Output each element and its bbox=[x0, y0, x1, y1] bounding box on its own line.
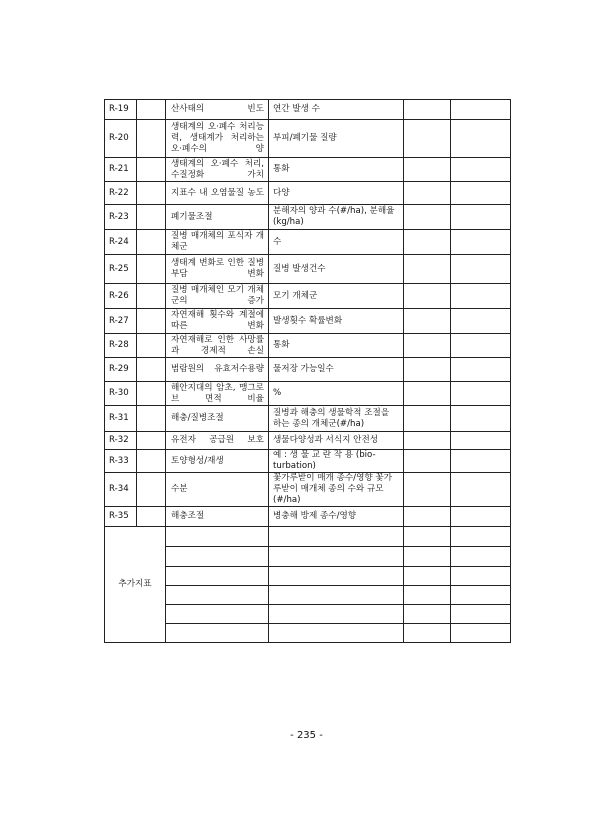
blank-cell bbox=[451, 205, 511, 230]
blank-cell bbox=[451, 182, 511, 205]
indicator-measure: 물저장 가능일수 bbox=[269, 358, 404, 382]
indicator-item: 해충조절 bbox=[166, 507, 269, 527]
indicator-measure: 수 bbox=[269, 230, 404, 255]
indicator-code: R-31 bbox=[105, 406, 137, 432]
indicator-item: 폐기물조절 bbox=[166, 205, 269, 230]
blank-cell bbox=[404, 205, 451, 230]
blank-cell bbox=[404, 309, 451, 334]
indicator-item: 생태계 변화로 인한 질병부담 변화 bbox=[166, 255, 269, 284]
blank-cell bbox=[137, 473, 166, 507]
indicator-code: R-20 bbox=[105, 120, 137, 158]
indicator-code: R-25 bbox=[105, 255, 137, 284]
blank-cell bbox=[451, 158, 511, 182]
indicator-code: R-34 bbox=[105, 473, 137, 507]
extra-row bbox=[105, 605, 511, 624]
blank-cell bbox=[404, 284, 451, 309]
blank-cell bbox=[404, 358, 451, 382]
blank-cell bbox=[404, 182, 451, 205]
indicator-code: R-35 bbox=[105, 507, 137, 527]
table-row bbox=[105, 120, 511, 158]
blank-cell bbox=[404, 567, 451, 586]
page-number: - 235 - bbox=[290, 730, 323, 741]
blank-cell bbox=[137, 358, 166, 382]
blank-cell bbox=[451, 406, 511, 432]
blank-cell bbox=[137, 158, 166, 182]
blank-cell bbox=[166, 547, 269, 567]
indicator-item: 질병 매개체인 모기 개체군의 증가 bbox=[166, 284, 269, 309]
blank-cell bbox=[137, 309, 166, 334]
blank-cell bbox=[404, 473, 451, 507]
indicator-item: 범람원의 유효저수용량 bbox=[166, 358, 269, 382]
indicator-measure: 분해자의 양과 수(#/ha), 분해율(kg/ha) bbox=[269, 205, 404, 230]
indicator-item: 질병 매개체의 포식자 개체군 bbox=[166, 230, 269, 255]
blank-cell bbox=[451, 382, 511, 406]
indicator-code: R-32 bbox=[105, 432, 137, 450]
blank-cell bbox=[404, 527, 451, 547]
table-row bbox=[105, 358, 511, 382]
indicator-code: R-19 bbox=[105, 100, 137, 120]
blank-cell bbox=[137, 406, 166, 432]
table-row bbox=[105, 309, 511, 334]
table-row bbox=[105, 406, 511, 432]
blank-cell bbox=[451, 547, 511, 567]
blank-cell bbox=[404, 230, 451, 255]
blank-cell bbox=[166, 605, 269, 624]
blank-cell bbox=[166, 624, 269, 643]
table-row bbox=[105, 382, 511, 406]
indicator-measure: 통화 bbox=[269, 158, 404, 182]
indicator-item: 자연재해로 인한 사망률과 경제적 손실 bbox=[166, 334, 269, 358]
extra-row bbox=[105, 624, 511, 643]
table-row bbox=[105, 432, 511, 450]
indicator-item: 해안지대의 암초, 맹그로브 면적 비율 bbox=[166, 382, 269, 406]
table-row bbox=[105, 158, 511, 182]
table-row bbox=[105, 473, 511, 507]
indicator-measure: % bbox=[269, 382, 404, 406]
blank-cell bbox=[451, 450, 511, 473]
indicator-item: 자연재해 횟수와 계절에 따른 변화 bbox=[166, 309, 269, 334]
table-row bbox=[105, 100, 511, 120]
indicator-item: 토양형성/재생 bbox=[166, 450, 269, 473]
blank-cell bbox=[451, 255, 511, 284]
table-row bbox=[105, 182, 511, 205]
indicator-item: 해충/질병조절 bbox=[166, 406, 269, 432]
blank-cell bbox=[451, 432, 511, 450]
blank-cell bbox=[269, 605, 404, 624]
blank-cell bbox=[451, 230, 511, 255]
indicator-measure: 생물다양성과 서식지 안전성 bbox=[269, 432, 404, 450]
blank-cell bbox=[269, 586, 404, 605]
blank-cell bbox=[269, 527, 404, 547]
indicator-measure: 다양 bbox=[269, 182, 404, 205]
extra-row bbox=[105, 567, 511, 586]
table-row bbox=[105, 255, 511, 284]
blank-cell bbox=[451, 100, 511, 120]
blank-cell bbox=[451, 284, 511, 309]
blank-cell bbox=[404, 406, 451, 432]
blank-cell bbox=[137, 205, 166, 230]
blank-cell bbox=[404, 586, 451, 605]
indicator-code: R-23 bbox=[105, 205, 137, 230]
blank-cell bbox=[166, 567, 269, 586]
indicator-measure: 질병 발생건수 bbox=[269, 255, 404, 284]
table-row bbox=[105, 230, 511, 255]
blank-cell bbox=[404, 382, 451, 406]
blank-cell bbox=[451, 334, 511, 358]
blank-cell bbox=[137, 334, 166, 358]
indicator-code: R-30 bbox=[105, 382, 137, 406]
indicator-item: 생태계의 오·폐수 처리능력, 생태계가 처리하는 오·폐수의 양 bbox=[166, 120, 269, 158]
blank-cell bbox=[404, 432, 451, 450]
extra-row bbox=[105, 547, 511, 567]
blank-cell bbox=[269, 624, 404, 643]
indicator-measure: 예 : 생 물 교 란 작 용 (bio-turbation) bbox=[269, 450, 404, 473]
indicator-measure: 발생횟수 확률변화 bbox=[269, 309, 404, 334]
indicator-code: R-27 bbox=[105, 309, 137, 334]
blank-cell bbox=[451, 605, 511, 624]
extra-row bbox=[105, 527, 511, 547]
blank-cell bbox=[451, 586, 511, 605]
extra-indicator-label: 추가지표 bbox=[105, 527, 166, 643]
indicator-table bbox=[104, 99, 511, 643]
blank-cell bbox=[404, 120, 451, 158]
blank-cell bbox=[451, 309, 511, 334]
blank-cell bbox=[137, 182, 166, 205]
blank-cell bbox=[166, 586, 269, 605]
table-row bbox=[105, 205, 511, 230]
blank-cell bbox=[404, 547, 451, 567]
indicator-measure: 통화 bbox=[269, 334, 404, 358]
indicator-item: 수분 bbox=[166, 473, 269, 507]
extra-row bbox=[105, 586, 511, 605]
blank-cell bbox=[451, 120, 511, 158]
indicator-code: R-33 bbox=[105, 450, 137, 473]
table-row bbox=[105, 507, 511, 527]
indicator-code: R-24 bbox=[105, 230, 137, 255]
blank-cell bbox=[404, 450, 451, 473]
blank-cell bbox=[404, 507, 451, 527]
blank-cell bbox=[404, 100, 451, 120]
indicator-item: 지표수 내 오염물질 농도 bbox=[166, 182, 269, 205]
indicator-item: 생태계의 오·폐수 처리, 수질정화 가치 bbox=[166, 158, 269, 182]
indicator-code: R-29 bbox=[105, 358, 137, 382]
indicator-item: 유전자 공급원 보호 bbox=[166, 432, 269, 450]
indicator-measure: 부피/폐기물 질량 bbox=[269, 120, 404, 158]
blank-cell bbox=[137, 507, 166, 527]
indicator-measure: 꽃가루받이 매개 종수/영향 꽃가루받이 매개체 종의 수와 규모(#/ha) bbox=[269, 473, 404, 507]
blank-cell bbox=[404, 334, 451, 358]
table-row bbox=[105, 450, 511, 473]
blank-cell bbox=[451, 527, 511, 547]
blank-cell bbox=[451, 567, 511, 586]
blank-cell bbox=[269, 567, 404, 586]
indicator-measure: 모기 개체군 bbox=[269, 284, 404, 309]
indicator-code: R-26 bbox=[105, 284, 137, 309]
blank-cell bbox=[451, 358, 511, 382]
blank-cell bbox=[137, 230, 166, 255]
blank-cell bbox=[404, 255, 451, 284]
blank-cell bbox=[137, 382, 166, 406]
blank-cell bbox=[451, 507, 511, 527]
blank-cell bbox=[137, 432, 166, 450]
blank-cell bbox=[137, 284, 166, 309]
indicator-code: R-28 bbox=[105, 334, 137, 358]
blank-cell bbox=[166, 527, 269, 547]
indicator-measure: 병충해 방제 종수/영향 bbox=[269, 507, 404, 527]
indicator-item: 산사태의 빈도 bbox=[166, 100, 269, 120]
blank-cell bbox=[404, 605, 451, 624]
blank-cell bbox=[451, 624, 511, 643]
blank-cell bbox=[404, 158, 451, 182]
blank-cell bbox=[137, 120, 166, 158]
blank-cell bbox=[451, 473, 511, 507]
blank-cell bbox=[269, 547, 404, 567]
blank-cell bbox=[404, 624, 451, 643]
indicator-code: R-22 bbox=[105, 182, 137, 205]
indicator-measure: 연간 발생 수 bbox=[269, 100, 404, 120]
indicator-code: R-21 bbox=[105, 158, 137, 182]
blank-cell bbox=[137, 255, 166, 284]
blank-cell bbox=[137, 100, 166, 120]
blank-cell bbox=[137, 450, 166, 473]
table-row bbox=[105, 334, 511, 358]
indicator-measure: 질병과 해충의 생물학적 조절을 하는 종의 개체군(#/ha) bbox=[269, 406, 404, 432]
table-row bbox=[105, 284, 511, 309]
indicator-table-body bbox=[105, 100, 511, 643]
